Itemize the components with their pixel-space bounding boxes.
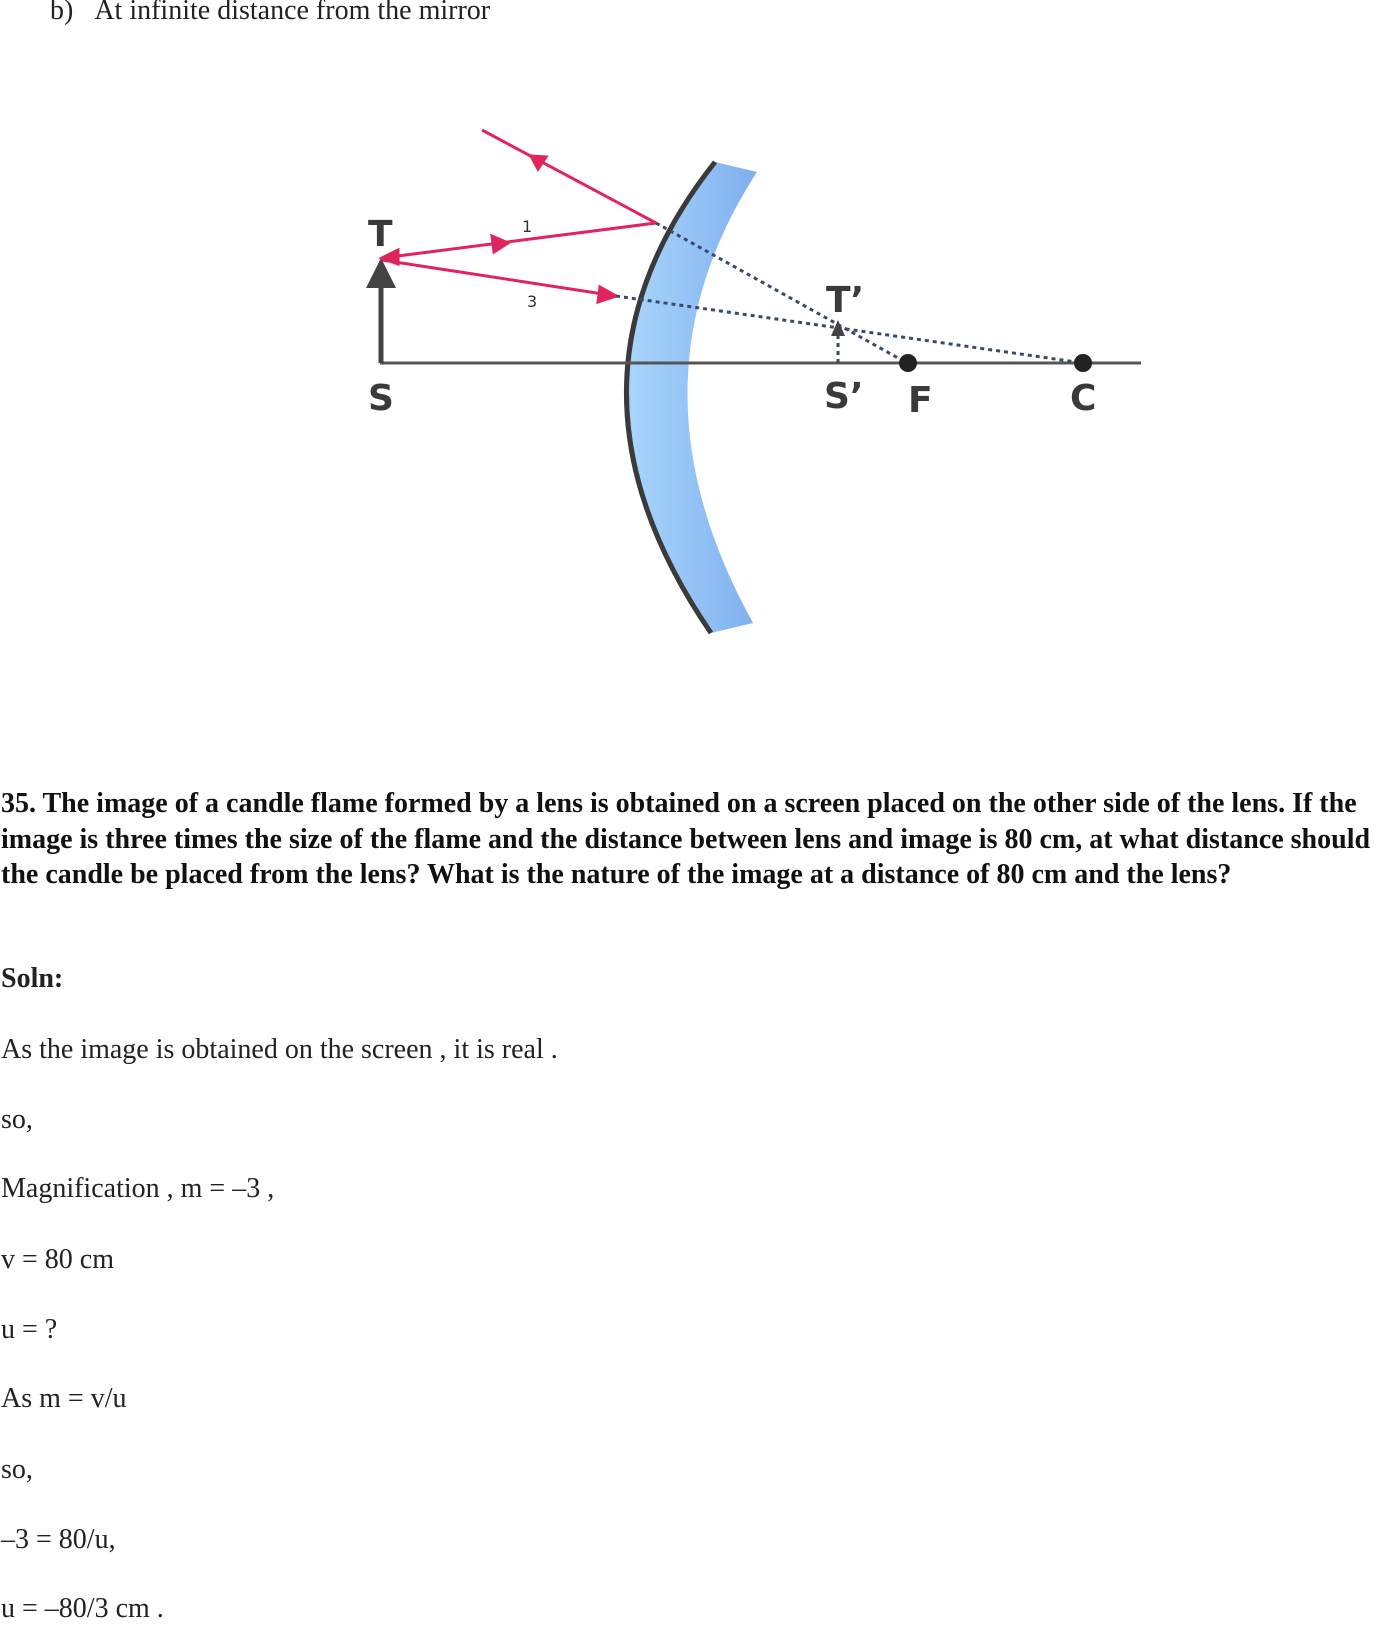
- concave-mirror-diagram: [0, 0, 1398, 720]
- solution-line: Magnification , m = –3 ,: [1, 1173, 275, 1204]
- solution-heading: Soln:: [1, 963, 64, 994]
- focus-point: [899, 354, 917, 372]
- center-point: [1074, 354, 1092, 372]
- solution-line: v = 80 cm: [1, 1244, 114, 1275]
- solution-line: As m = v/u: [1, 1383, 127, 1414]
- ray-arrowhead: [531, 156, 546, 169]
- label-C: C: [1070, 378, 1097, 419]
- solution-line: u = –80/3 cm .: [1, 1593, 164, 1624]
- ray-arrowhead: [492, 236, 508, 252]
- question-35: 35. The image of a candle flame formed by a lens is obtained on a screen placed on the other side of the lens. If the image is three times the size of the flame and the distance between lens and image is 80 cm, at what distance should the candle be placed from the lens? What is the nature of the image at a distance of 80 cm and the lens?: [1, 788, 1371, 890]
- ray-3: [382, 260, 616, 296]
- solution-line: As the image is obtained on the screen , it is real .: [1, 1034, 558, 1065]
- option-marker: b): [50, 0, 74, 26]
- label-T-prime: T’: [826, 280, 865, 321]
- solution-line: so,: [1, 1104, 33, 1135]
- label-ray-3: 3: [527, 292, 538, 311]
- ray-arrowhead: [598, 287, 616, 302]
- label-T: T: [368, 214, 393, 255]
- ray-1: [382, 223, 656, 258]
- mirror-body: [626, 162, 757, 633]
- option-text: At infinite distance from the mirror: [94, 0, 491, 26]
- incident-ray: [482, 130, 656, 223]
- solution-line: so,: [1, 1454, 33, 1485]
- solution-line: u = ?: [1, 1314, 58, 1345]
- solution-line: –3 = 80/u,: [1, 1524, 116, 1555]
- label-F: F: [908, 380, 933, 421]
- label-S: S: [368, 378, 394, 419]
- label-ray-1: 1: [522, 217, 533, 236]
- label-S-prime: S’: [824, 376, 864, 417]
